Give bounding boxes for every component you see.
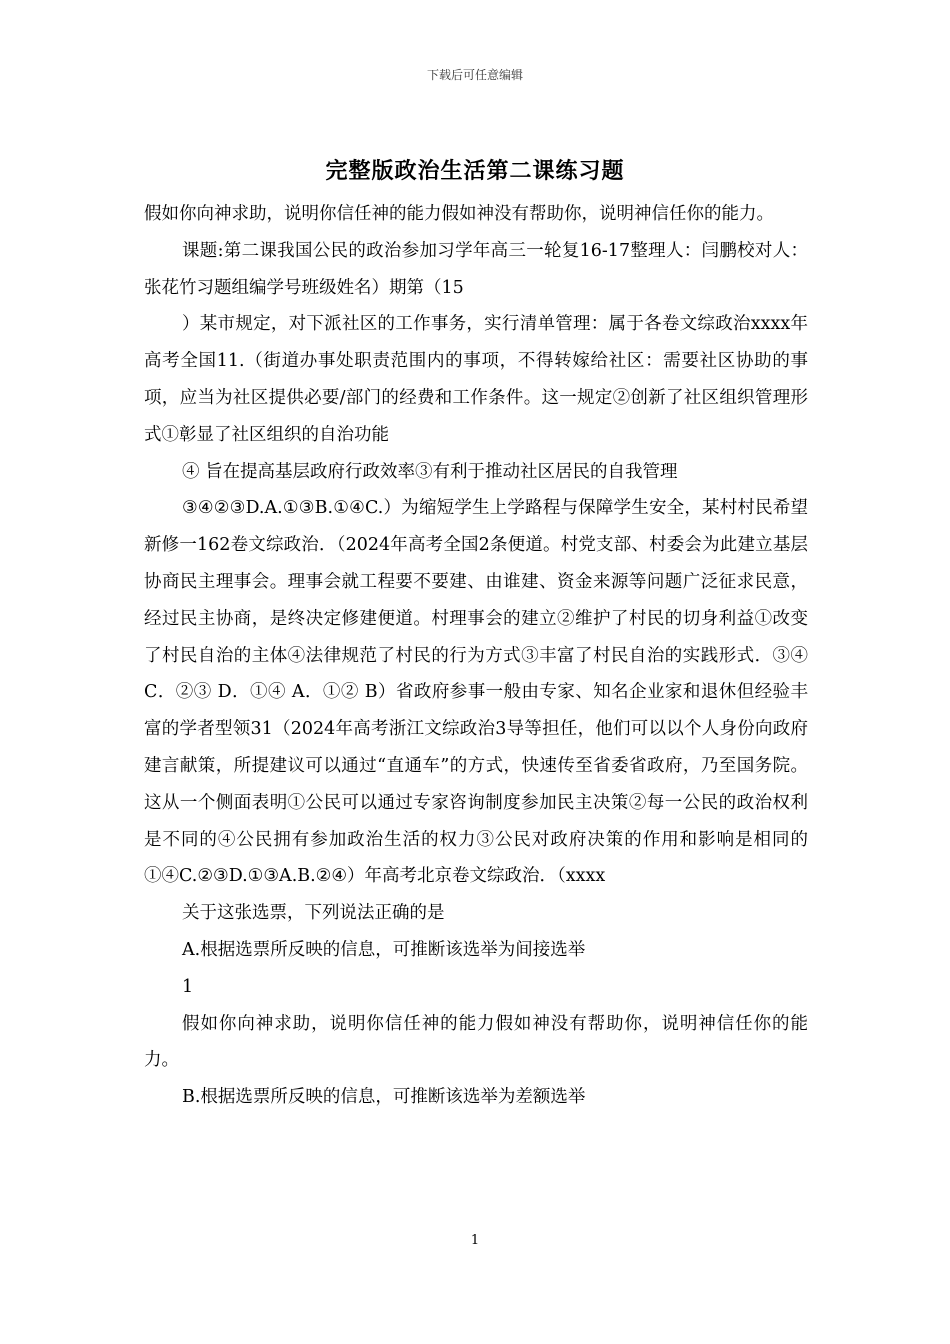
paragraph-number: 1 [182,976,194,997]
paragraph-option-a: A.根据选票所反映的信息，可推断该选举为间接选举 [182,939,586,960]
paragraph-question-community: ）某市规定，对下派社区的工作事务，实行清单管理：属于各卷文综政治xxxx年高考全国11.（街道办事处职责范围内的事项，不得转嫁给社区：需要社区协助的事项，应当为社区提供必要/部门的经费和工作条件。这一规定②创新了社区组织管理形式①彰显了社区组织的自治功能 [144,314,808,445]
paragraph-repeat-quote: 假如你向神求助，说明你信任神的能力假如神没有帮助你，说明神信任你的能力。 [144,1013,808,1071]
header-note: 下载后可任意编辑 [426,68,523,82]
paragraph-option-b: B.根据选票所反映的信息，可推断该选举为差额选举 [182,1087,586,1108]
paragraph-lesson-header: 课题:第二课我国公民的政治参加习学年高三一轮复16-17整理人：闫鹏校对人：张花竹习题组编学号班级姓名）期第（15 [144,240,808,298]
document-title: 完整版政治生活第二课练习题 [325,158,625,184]
page-number: 1 [470,1233,480,1248]
paragraph-question-village: ③④②③D.A.①③B.①④C.）为缩短学生上学路程与保障学生安全，某村村民希望新修一162卷文综政治．（2024年高考全国2条便道。村党支部、村委会为此建立基层协商民主理事会。理事会就工程要不要建、由谁建、资金来源等问题广泛征求民意，经过民主协商，是终决定修建便道。村理事会的建立②维护了村民的切身利益①改变了村民自治的主体④法律规范了村民的行为方式③丰富了村民自治的实践形式．③④ C．②③ D．①④ A．①② B）省政府参事一般由专家、知名企业家和退休但经验丰富的学者型领31（2024年高考浙江文综政治3导等担任，他们可以以个人身份向政府建言献策，所提建议可以通过“直通车”的方式，快速传至省委省政府，乃至国务院。这从一个侧面表明①公民可以通过专家咨询制度参加民主决策②每一公民的政治权利是不同的④公民拥有参加政治生活的权力③公民对政府决策的作用和影响是相同的①④C.②③D.①③A.B.②④）年高考北京卷文综政治．（xxxx [144,498,808,887]
paragraph-intro-quote: 假如你向神求助，说明你信任神的能力假如神没有帮助你，说明神信任你的能力。 [144,204,774,224]
paragraph-ballot-question: 关于这张选票，下列说法正确的是 [182,903,445,924]
document-body [144,196,808,1116]
paragraph-option-line: ④ 旨在提高基层政府行政效率③有利于推动社区居民的自我管理 [182,461,678,482]
